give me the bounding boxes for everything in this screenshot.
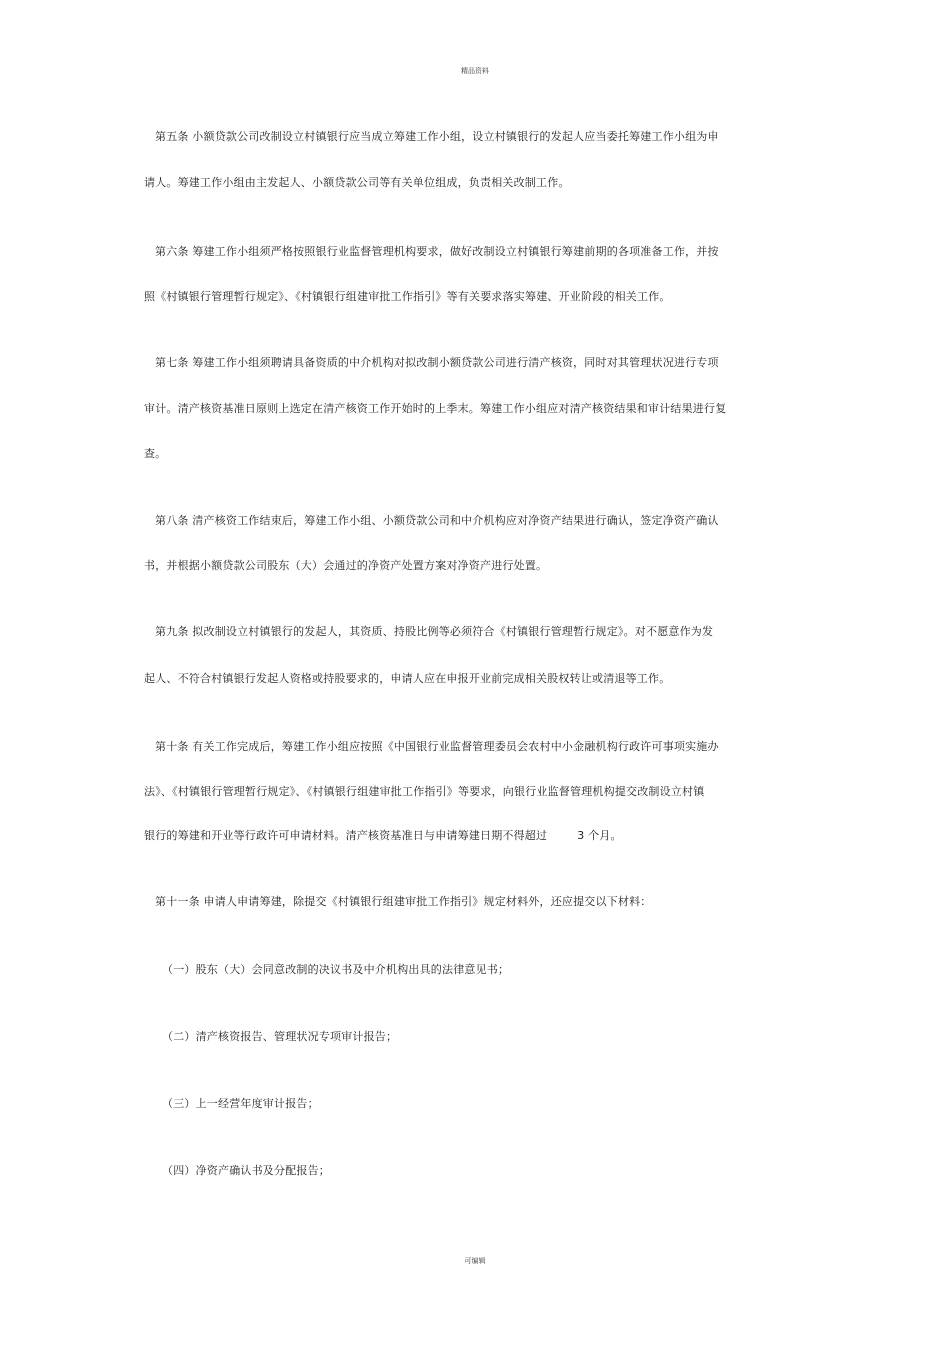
article-6-line-1: 第六条 筹建工作小组须严格按照银行业监督管理机构要求，做好改制设立村镇银行筹建前期的各项准备工作，并按 bbox=[155, 245, 719, 258]
list-item-3: （三）上一经营年度审计报告； bbox=[162, 1097, 319, 1110]
article-10-line-2: 法》、《村镇银行管理暂行规定》、《村镇银行组建审批工作指引》等要求，向银行业监督管理机构提交改制设立村镇 bbox=[144, 785, 705, 798]
article-7-line-3: 查。 bbox=[144, 447, 167, 460]
article-7-line-1: 第七条 筹建工作小组须聘请具备资质的中介机构对拟改制小额贷款公司进行清产核资，同时对其管理状况进行专项 bbox=[155, 356, 719, 369]
article-11-line-1: 第十一条 申请人申请筹建，除提交《村镇银行组建审批工作指引》规定材料外，还应提交以下材料： bbox=[155, 895, 652, 908]
list-item-1: （一）股东（大）会同意改制的决议书及中介机构出具的法律意见书； bbox=[162, 963, 510, 976]
article-9-line-2: 起人、不符合村镇银行发起人资格或持股要求的，申请人应在申报开业前完成相关股权转让或清退等工作。 bbox=[144, 672, 671, 685]
page-header: 精品资料 bbox=[461, 67, 489, 75]
article-10-line-3-text: 银行的筹建和开业等行政许可申请材料。清产核资基准日与申请筹建日期不得超过 bbox=[144, 829, 548, 842]
article-7-line-2: 审计。清产核资基准日原则上选定在清产核资工作开始时的上季末。筹建工作小组应对清产核资结果和审计结果进行复 bbox=[144, 402, 727, 415]
list-item-2: （二）清产核资报告、管理状况专项审计报告； bbox=[162, 1030, 398, 1043]
article-10-line-1: 第十条 有关工作完成后，筹建工作小组应按照《中国银行业监督管理委员会农村中小金融机构行政许可事项实施办 bbox=[155, 740, 719, 753]
article-6-line-2: 照《村镇银行管理暂行规定》、《村镇银行组建审批工作指引》等有关要求落实筹建、开业阶段的相关工作。 bbox=[144, 290, 671, 303]
article-5-line-1: 第五条 小额贷款公司改制设立村镇银行应当成立筹建工作小组，设立村镇银行的发起人应当委托筹建工作小组为申 bbox=[155, 130, 719, 143]
article-8-line-2: 书，并根据小额贷款公司股东（大）会通过的净资产处置方案对净资产进行处置。 bbox=[144, 559, 548, 572]
article-10-line-3 bbox=[144, 829, 784, 843]
article-8-line-1: 第八条 清产核资工作结束后，筹建工作小组、小额贷款公司和中介机构应对净资产结果进行确认，签定净资产确认 bbox=[155, 514, 719, 527]
article-5-line-2: 请人。筹建工作小组由主发起人、小额贷款公司等有关单位组成，负责相关改制工作。 bbox=[144, 176, 570, 189]
page-footer: 可编辑 bbox=[464, 1257, 486, 1265]
article-9-line-1: 第九条 拟改制设立村镇银行的发起人，其资质、持股比例等必须符合《村镇银行管理暂行规定》。对不愿意作为发 bbox=[155, 625, 714, 638]
list-item-4: （四）净资产确认书及分配报告； bbox=[162, 1164, 330, 1177]
article-10-duration: 3 个月。 bbox=[577, 829, 622, 842]
